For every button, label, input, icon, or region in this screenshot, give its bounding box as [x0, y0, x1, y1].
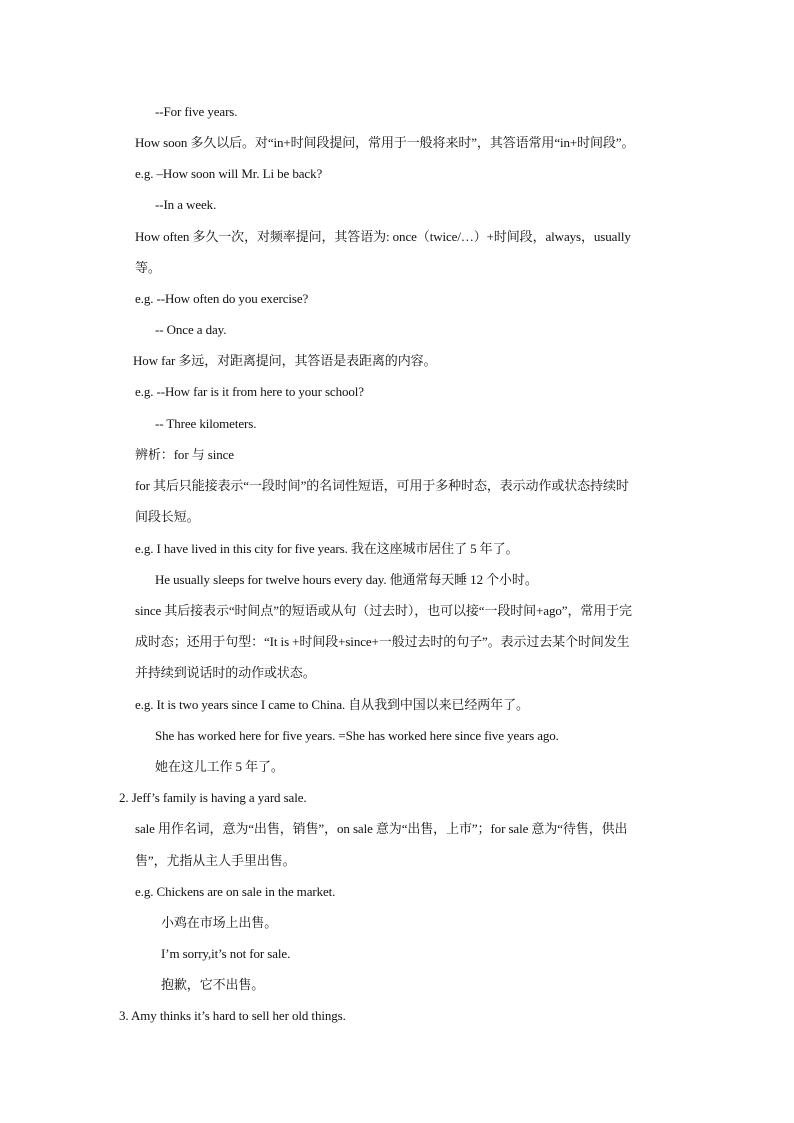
- example-sentence: e.g. Chickens are on sale in the market.: [135, 884, 336, 899]
- numbered-item-2: 2. Jeff’s family is having a yard sale.: [119, 790, 307, 805]
- example-question: e.g. –How soon will Mr. Li be back?: [135, 166, 323, 181]
- how-far-explanation: How far 多远，对距离提问，其答语是表距离的内容。: [133, 353, 437, 368]
- example-question: e.g. --How far is it from here to your school?: [135, 384, 364, 399]
- answer-line: -- Three kilometers.: [155, 416, 257, 431]
- example-sentence: I’m sorry,it’s not for sale.: [161, 946, 291, 961]
- example-translation: 小鸡在市场上出售。: [161, 915, 278, 930]
- example-sentence: He usually sleeps for twelve hours every day. 他通常每天睡 12 个小时。: [155, 572, 538, 587]
- since-explanation: since 其后接表示“时间点”的短语或从句（过去时），也可以接“一段时间+ago”，常用于完: [135, 603, 632, 618]
- numbered-item-3: 3. Amy thinks it’s hard to sell her old things.: [119, 1008, 346, 1023]
- how-often-explanation: How often 多久一次，对频率提问，其答语为: once（twice/…）+时间段，always，usually: [135, 229, 631, 244]
- answer-line: --For five years.: [155, 104, 238, 119]
- sale-explanation-cont: 售”，尤指从主人手里出售。: [135, 853, 296, 868]
- how-often-explanation-cont: 等。: [135, 260, 161, 275]
- since-explanation-cont: 成时态；还用于句型：“It is +时间段+since+一般过去时的句子”。表示过去某个时间发生: [135, 634, 630, 649]
- comparison-heading: 辨析：for 与 since: [135, 447, 234, 462]
- sale-explanation: sale 用作名词，意为“出售，销售”，on sale 意为“出售，上市”；for sale 意为“待售，供出: [135, 821, 628, 836]
- example-translation: 抱歉，它不出售。: [161, 977, 265, 992]
- answer-line: --In a week.: [155, 197, 217, 212]
- how-soon-explanation: How soon 多久以后。对“in+时间段提问，常用于一般将来时”，其答语常用“in+时间段”。: [135, 135, 635, 150]
- for-explanation-cont: 间段长短。: [135, 509, 200, 524]
- example-sentence: e.g. I have lived in this city for five years. 我在这座城市居住了 5 年了。: [135, 541, 519, 556]
- example-sentence: She has worked here for five years. =She has worked here since five years ago.: [155, 728, 559, 743]
- example-sentence: e.g. It is two years since I came to China. 自从我到中国以来已经两年了。: [135, 697, 529, 712]
- example-translation: 她在这儿工作 5 年了。: [155, 759, 284, 774]
- example-question: e.g. --How often do you exercise?: [135, 291, 309, 306]
- since-explanation-cont: 并持续到说话时的动作或状态。: [135, 665, 316, 680]
- for-explanation: for 其后只能接表示“一段时间”的名词性短语，可用于多种时态，表示动作或状态持续时: [135, 478, 629, 493]
- answer-line: -- Once a day.: [155, 322, 227, 337]
